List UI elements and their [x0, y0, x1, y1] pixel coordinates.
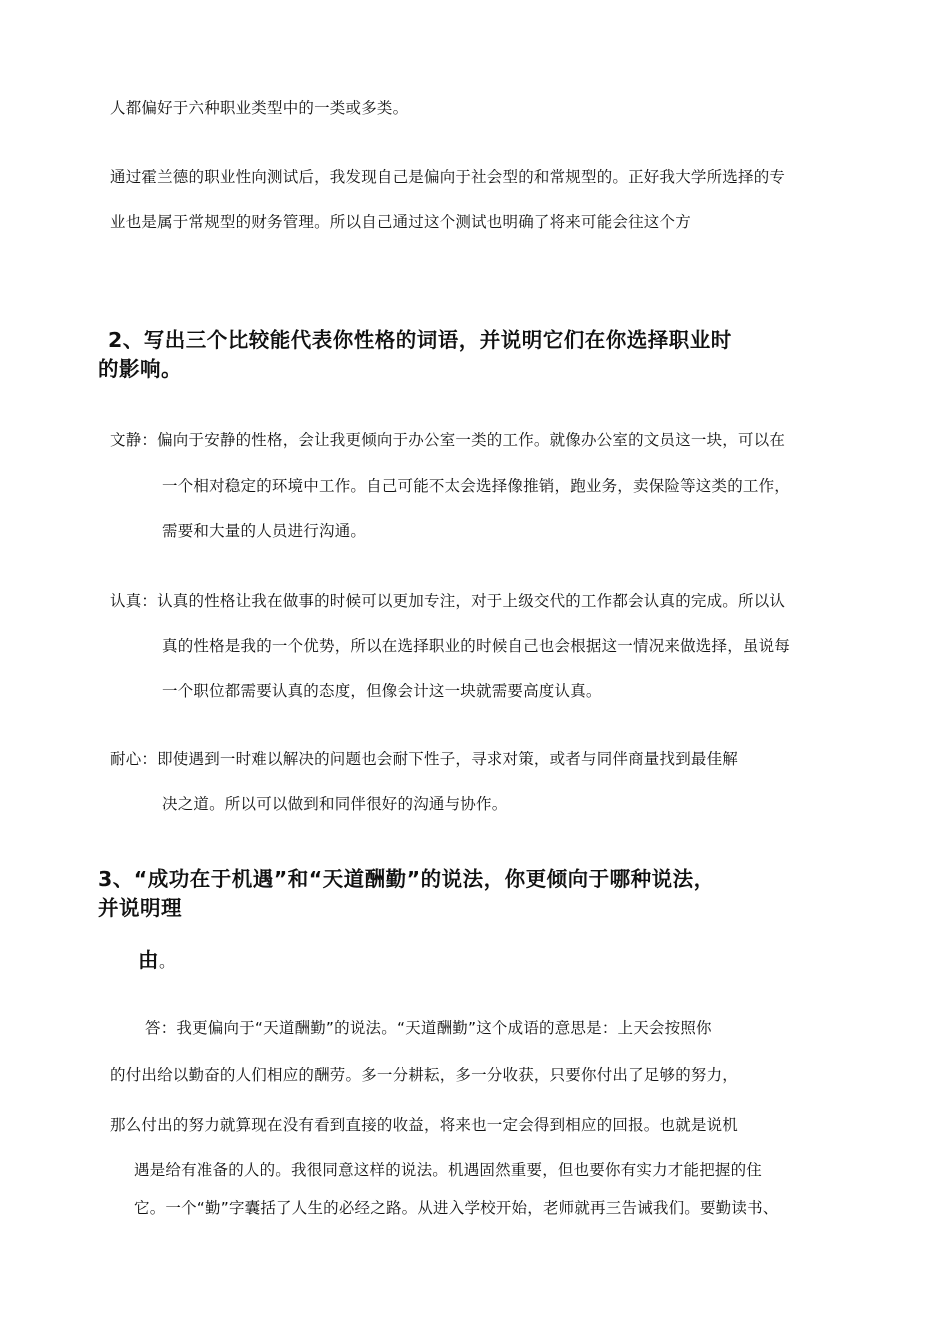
wenjing-line-2: 一个相对稳定的环境中工作。自己可能不太会选择像推销，跑业务，卖保险等这类的工作， — [162, 477, 791, 495]
q2-heading-line-2: 的影响。 — [98, 357, 182, 381]
answer-line-3: 那么付出的努力就算现在没有看到直接的收益，将来也一定会得到相应的回报。也就是说机 — [110, 1116, 739, 1134]
naixin-line-2: 决之道。所以可以做到和同伴很好的沟通与协作。 — [162, 795, 508, 813]
renzhen-line-2: 真的性格是我的一个优势，所以在选择职业的时候自己也会根据这一情况来做选择，虽说每 — [162, 637, 791, 655]
q2-heading-line-1: 2、写出三个比较能代表你性格的词语，并说明它们在你选择职业时 — [108, 328, 732, 352]
q3-heading-line-3-char: 由 — [138, 948, 159, 972]
q3-heading-line-3 — [138, 946, 176, 976]
q3-heading-line-3-tail: 。 — [159, 952, 176, 971]
wenjing-line-1: 文静：偏向于安静的性格，会让我更倾向于办公室一类的工作。就像办公室的文员这一块，可以在 — [110, 431, 786, 449]
answer-line-1: 答：我更偏向于“天道酬勤”的说法。“天道酬勤”这个成语的意思是：上天会按照你 — [145, 1019, 712, 1037]
answer-line-4: 遇是给有准备的人的。我很同意这样的说法。机遇固然重要，但也要你有实力才能把握的住 — [134, 1161, 763, 1179]
answer-line-5: 它。一个“勤”字囊括了人生的必经之路。从进入学校开始，老师就再三告诫我们。要勤读书、 — [134, 1199, 779, 1217]
intro-paragraph-line-1: 通过霍兰德的职业性向测试后，我发现自己是偏向于社会型的和常规型的。正好我大学所选择的专 — [110, 168, 786, 186]
intro-line-1: 人都偏好于六种职业类型中的一类或多类。 — [110, 99, 409, 117]
q3-heading-line-2: 并说明理 — [98, 896, 182, 920]
renzhen-line-3: 一个职位都需要认真的态度，但像会计这一块就需要高度认真。 — [162, 682, 602, 700]
wenjing-line-3: 需要和大量的人员进行沟通。 — [162, 522, 367, 540]
naixin-line-1: 耐心：即使遇到一时难以解决的问题也会耐下性子，寻求对策，或者与同伴商量找到最佳解 — [110, 750, 739, 768]
renzhen-line-1: 认真：认真的性格让我在做事的时候可以更加专注，对于上级交代的工作都会认真的完成。所以认 — [110, 592, 786, 610]
intro-paragraph-line-2: 业也是属于常规型的财务管理。所以自己通过这个测试也明确了将来可能会往这个方 — [110, 213, 691, 231]
answer-line-2: 的付出给以勤奋的人们相应的酬劳。多一分耕耘，多一分收获，只要你付出了足够的努力， — [110, 1066, 739, 1084]
q3-heading-line-1: 3、“成功在于机遇”和“天道酬勤”的说法，你更倾向于哪种说法， — [98, 867, 715, 891]
